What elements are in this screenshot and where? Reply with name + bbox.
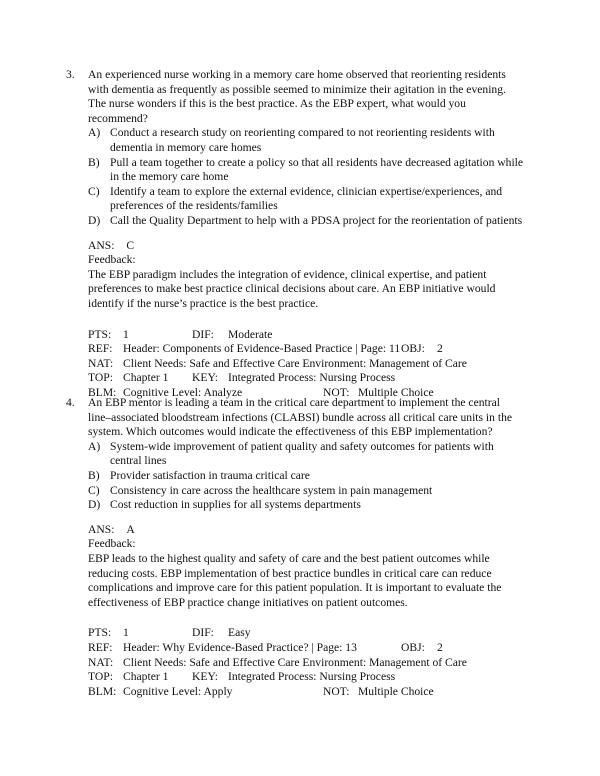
dif-value: Moderate — [228, 327, 273, 341]
answer-line — [88, 523, 526, 538]
option-text: Call the Quality Department to help with a PDSA project for the reorientation of patients — [110, 213, 523, 227]
meta-row-pts — [88, 626, 526, 641]
option-letter: C) — [88, 483, 100, 497]
top-label: TOP: — [88, 371, 113, 385]
option-letter: B) — [88, 468, 100, 482]
obj-value: 2 — [437, 640, 443, 654]
pts-label: PTS: — [88, 626, 112, 640]
meta-row-ref — [88, 641, 526, 656]
option-letter: A) — [88, 126, 101, 140]
option-a — [88, 440, 526, 469]
option-d — [88, 214, 526, 229]
answer-label: ANS: — [88, 238, 115, 252]
meta-row-nat — [88, 656, 526, 671]
meta-row-top — [88, 371, 526, 386]
top-value: Chapter 1 — [123, 371, 169, 385]
key-value: Integrated Process: Nursing Process — [228, 670, 396, 684]
key-label: KEY: — [192, 670, 218, 684]
meta-row-blm — [88, 685, 526, 700]
option-letter: C) — [88, 184, 100, 198]
meta-row-pts — [88, 328, 526, 343]
answer-value: A — [126, 522, 135, 536]
question-metadata — [88, 328, 526, 401]
feedback-text: The EBP paradigm includes the integration of evidence, clinical expertise, and patient preferences to make best practice clinical decisions about care. An EBP initiative would identify if the nurse’s practice is the best practice. — [88, 267, 496, 310]
answer-options — [88, 126, 526, 228]
option-text: Provider satisfaction in trauma critical care — [110, 468, 310, 482]
feedback-text: EBP leads to the highest quality and safety of care and the best patient outcomes while reducing costs. EBP implementation of best practice bundles in critical care can reduce complications and improve care for this patient population. It is important to evaluate the effectiveness of EBP practice change initiatives on patient outcomes. — [88, 551, 502, 609]
feedback-label: Feedback: — [88, 253, 136, 267]
option-text: Consistency in care across the healthcare system in pain management — [110, 483, 433, 497]
answer-label: ANS: — [88, 522, 115, 536]
nat-label: NAT: — [88, 356, 114, 370]
option-c — [88, 484, 526, 499]
option-text: Identify a team to explore the external evidence, clinician expertise/experiences, and preferences of the residents/families — [110, 184, 503, 213]
key-value: Integrated Process: Nursing Process — [228, 371, 396, 385]
pts-value: 1 — [123, 327, 129, 341]
option-d — [88, 498, 526, 513]
ref-label: REF: — [88, 640, 113, 654]
option-letter: D) — [88, 498, 101, 512]
question-metadata — [88, 626, 526, 699]
nat-value: Client Needs: Safe and Effective Care Environment: Management of Care — [123, 356, 467, 370]
option-letter: B) — [88, 155, 100, 169]
answer-line — [88, 239, 526, 254]
dif-value: Easy — [228, 626, 251, 640]
question-stem: An EBP mentor is leading a team in the critical care department to implement the central line–associated bloodstream infections (CLABSI) bundle across all critical care units in the system. Which outcomes would indicate the effectiveness of this EBP implementation? — [88, 396, 513, 439]
not-label: NOT: — [323, 684, 350, 698]
obj-label: OBJ: — [401, 342, 425, 356]
blm-label: BLM: — [88, 385, 117, 399]
dif-label: DIF: — [192, 327, 214, 341]
nat-label: NAT: — [88, 655, 114, 669]
option-b — [88, 469, 526, 484]
obj-label: OBJ: — [401, 640, 425, 654]
not-value: Multiple Choice — [358, 385, 434, 399]
question-number: 3. — [66, 68, 75, 81]
option-text: Conduct a research study on reorienting compared to not reorienting residents with dementia in memory care homes — [110, 126, 495, 154]
feedback-label: Feedback: — [88, 537, 136, 551]
question-number: 4. — [66, 396, 75, 409]
top-value: Chapter 1 — [123, 670, 169, 684]
question-3 — [66, 68, 526, 400]
meta-row-nat — [88, 357, 526, 372]
option-letter: A) — [88, 439, 101, 453]
option-a — [88, 126, 526, 155]
key-label: KEY: — [192, 371, 218, 385]
option-b — [88, 156, 526, 185]
ref-label: REF: — [88, 342, 113, 356]
pts-value: 1 — [123, 626, 129, 640]
question-stem: An experienced nurse working in a memory care home observed that reorienting residents with dementia as frequently as possible seemed to minimize their agitation in the evening. The nurse wonders if this is the best practice. As the EBP expert, what would you recommend? — [88, 68, 506, 125]
answer-options — [88, 440, 526, 513]
blm-label: BLM: — [88, 684, 117, 698]
option-text: System-wide improvement of patient quality and safety outcomes for patients with central lines — [110, 439, 494, 468]
blm-value: Cognitive Level: Analyze — [123, 385, 243, 399]
blm-value: Cognitive Level: Apply — [123, 684, 233, 698]
answer-value: C — [126, 238, 135, 252]
not-value: Multiple Choice — [358, 684, 434, 698]
ref-value: Header: Why Evidence-Based Practice? | Page: 13 — [123, 640, 357, 654]
option-letter: D) — [88, 213, 101, 227]
dif-label: DIF: — [192, 626, 214, 640]
nat-value: Client Needs: Safe and Effective Care Environment: Management of Care — [123, 655, 467, 669]
not-label: NOT: — [323, 385, 350, 399]
meta-row-top — [88, 670, 526, 685]
pts-label: PTS: — [88, 327, 112, 341]
ref-value: Header: Components of Evidence-Based Practice | Page: 11 — [123, 342, 401, 356]
obj-value: 2 — [437, 342, 443, 356]
meta-row-ref — [88, 342, 526, 357]
option-text: Cost reduction in supplies for all systems departments — [110, 498, 361, 512]
option-text: Pull a team together to create a policy so that all residents have decreased agitation while in the memory care home — [110, 155, 524, 184]
question-4 — [66, 396, 526, 699]
option-c — [88, 185, 526, 214]
top-label: TOP: — [88, 670, 113, 684]
